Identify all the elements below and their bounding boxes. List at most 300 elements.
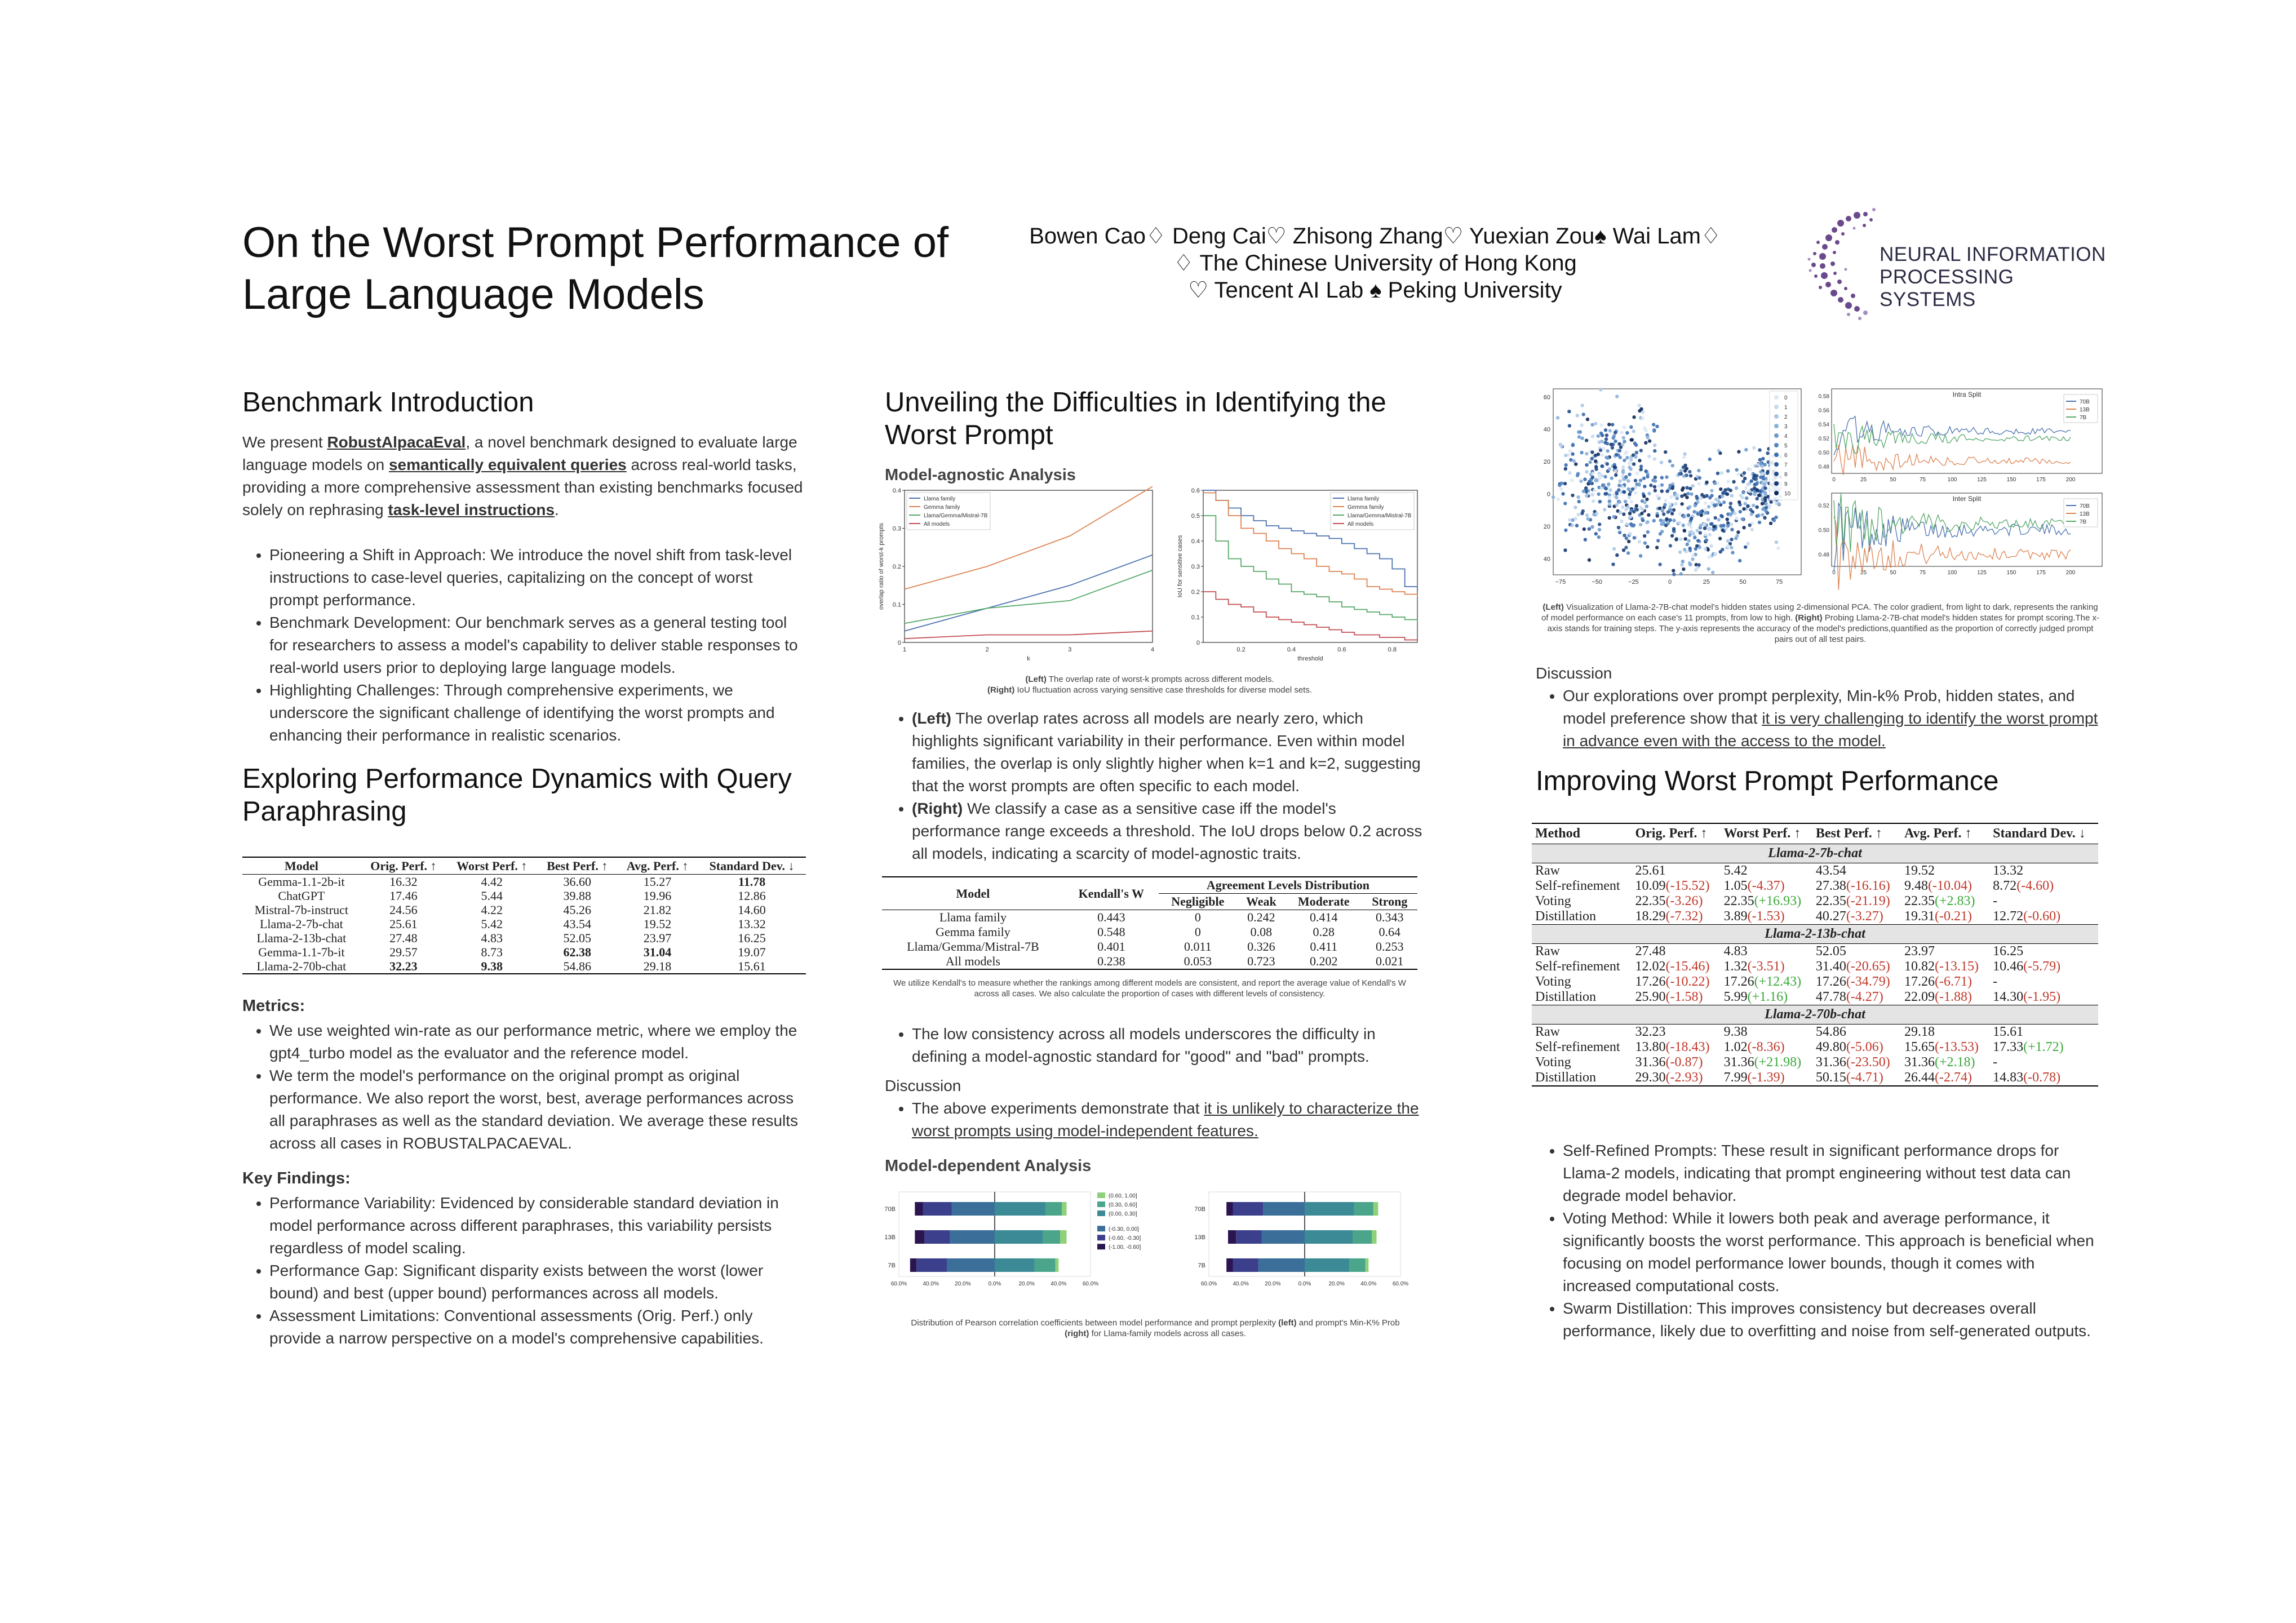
bar-segment — [952, 1202, 995, 1216]
cell-delta: (-34.79) — [1846, 974, 1890, 989]
legend-label: (-0.60, -0.30] — [1109, 1235, 1141, 1242]
y-tick-label: 0.48 — [1818, 464, 1829, 471]
scatter-point — [1642, 477, 1646, 480]
scatter-point — [1743, 471, 1746, 475]
cell-value: 5.42 — [1723, 863, 1748, 878]
table-cell: 32.23 — [389, 959, 418, 973]
y-tick-label: 0.1 — [892, 601, 901, 609]
x-tick-label: 0.0% — [1298, 1281, 1311, 1287]
scatter-point — [1768, 504, 1771, 507]
scatter-point — [1622, 512, 1625, 516]
improvement-table — [1532, 823, 2098, 1087]
scatter-point — [1618, 480, 1621, 483]
scatter-point — [1659, 518, 1663, 522]
cell-value: 1.02 — [1723, 1040, 1748, 1054]
scatter-point — [1591, 476, 1594, 479]
table-cell — [1901, 1040, 1989, 1055]
scatter-point — [1761, 507, 1765, 511]
scatter-point — [1729, 502, 1732, 505]
cell-value: 31.40 — [1815, 959, 1846, 974]
scatter-point — [1556, 416, 1559, 419]
scatter-point — [1695, 529, 1699, 532]
table-cell — [1901, 909, 1989, 925]
category-label: 70B — [884, 1206, 896, 1213]
bar-segment — [1372, 1230, 1377, 1244]
scatter-point — [1682, 515, 1686, 518]
column-3-discussion — [1536, 662, 2099, 797]
scatter-point — [1571, 444, 1575, 447]
bar-segment — [1305, 1258, 1349, 1272]
scatter-point — [1769, 522, 1772, 525]
x-tick-label: 0 — [1832, 477, 1836, 483]
x-tick-label: 175 — [2036, 477, 2046, 483]
table-cell: 0.08 — [1250, 925, 1273, 939]
scatter-point — [1612, 436, 1615, 440]
scatter-point — [1640, 512, 1643, 515]
caption-line-1 — [879, 674, 1420, 685]
legend-label: 0 — [1784, 395, 1788, 401]
cell-value: 15.61 — [1993, 1025, 2024, 1039]
scatter-point — [1563, 482, 1567, 485]
series-line — [905, 631, 1153, 639]
intro-text-4: . — [555, 501, 559, 518]
scatter-point — [1658, 562, 1661, 566]
scatter-point — [1728, 505, 1732, 509]
bar-segment — [923, 1202, 952, 1216]
x-tick-label: 60.0% — [1392, 1281, 1409, 1287]
scatter-point — [1703, 508, 1707, 511]
table-cell: 45.26 — [563, 903, 592, 917]
category-label: 13B — [884, 1234, 896, 1241]
scatter-point — [1646, 530, 1650, 534]
scatter-point — [1646, 520, 1649, 524]
scatter-point — [1704, 502, 1707, 505]
cell-value: 32.23 — [1635, 1025, 1666, 1039]
scatter-point — [1603, 441, 1607, 444]
scatter-point — [1617, 484, 1621, 487]
scatter-point — [1607, 482, 1610, 486]
cell-value: - — [1993, 894, 1998, 908]
column-header: Strong — [1362, 894, 1417, 910]
legend-marker — [1774, 395, 1779, 400]
x-axis-label: k — [1027, 655, 1030, 662]
scatter-point — [1685, 496, 1688, 499]
table-header-row — [242, 857, 806, 875]
cell-value: 4.83 — [1723, 944, 1748, 959]
scatter-point — [1766, 451, 1769, 455]
table-group-row — [1532, 844, 2098, 863]
table-row — [1532, 990, 2098, 1005]
x-tick-label: 20.0% — [1328, 1281, 1345, 1287]
scatter-point — [1558, 484, 1561, 487]
cell-value: 31.36 — [1815, 1055, 1846, 1070]
scatter-point — [1722, 500, 1726, 504]
x-tick-label: 0 — [1668, 579, 1672, 586]
scatter-point — [1739, 510, 1742, 513]
scatter-point — [1718, 451, 1722, 455]
scatter-point — [1594, 422, 1597, 425]
table-cell: Llama-2-70b-chat — [256, 959, 347, 973]
caption-left-label: (left) — [1278, 1318, 1297, 1328]
scatter-point — [1748, 468, 1752, 471]
scatter-point — [1645, 498, 1648, 501]
column-header: Model — [242, 857, 361, 875]
scatter-point — [1599, 388, 1602, 391]
table-cell: 8.73 — [481, 945, 503, 959]
table-cell — [1989, 863, 2098, 879]
table-row — [1532, 909, 2098, 925]
table-cell — [1989, 974, 2098, 990]
scatter-point — [1564, 454, 1567, 457]
scatter-point — [1623, 534, 1626, 537]
scatter-point — [1588, 480, 1591, 483]
scatter-point — [1710, 501, 1714, 504]
list-item: • Pioneering a Shift in Approach: We introduce the novel shift from task-level instructions to case-level queries, capitalizing on the concept of worst prompt performance. — [269, 544, 806, 611]
legend-label: (0.30, 0.60] — [1109, 1202, 1137, 1208]
y-tick-label: 0.3 — [1191, 564, 1200, 570]
scatter-point — [1704, 533, 1707, 536]
kendall-table — [882, 876, 1417, 970]
cell-value: 31.36 — [1904, 1055, 1935, 1070]
table-cell — [1812, 863, 1901, 879]
scatter-point — [1737, 450, 1740, 453]
scatter-point — [1638, 459, 1641, 462]
scatter-point — [1604, 437, 1608, 441]
intro-paragraph — [242, 431, 806, 521]
x-tick-label: 75 — [1919, 477, 1926, 483]
scatter-point — [1629, 522, 1633, 526]
scatter-point — [1631, 487, 1634, 491]
cell-delta: (+2.18) — [1934, 1055, 1975, 1070]
table-cell: 24.56 — [389, 903, 418, 917]
y-tick-label: 20 — [1543, 459, 1550, 466]
x-tick-label: 175 — [2036, 570, 2046, 576]
scatter-point — [1761, 502, 1764, 505]
caption-left-label: (Left) — [1543, 602, 1564, 612]
legend — [907, 493, 990, 530]
scatter-point — [1735, 517, 1738, 520]
scatter-point — [1699, 531, 1702, 534]
scatter-point — [1622, 548, 1625, 552]
intro-bullets — [242, 544, 806, 747]
x-tick-label: 60.0% — [1200, 1281, 1217, 1287]
table-cell: Self-refinement — [1535, 879, 1620, 893]
cell-value: 25.61 — [1635, 863, 1666, 878]
scatter-point — [1568, 518, 1571, 521]
figure-overlap-iou — [876, 485, 1423, 665]
scatter-point — [1726, 469, 1730, 473]
scatter-point — [1629, 515, 1632, 518]
scatter-point — [1713, 481, 1717, 485]
table-row — [1532, 1025, 2098, 1040]
scatter-point — [1569, 458, 1572, 462]
y-tick-label: 40 — [1543, 556, 1550, 563]
scatter-point — [1703, 526, 1707, 530]
metrics-list — [242, 1019, 806, 1155]
scatter-point — [1594, 465, 1598, 468]
scatter-point — [1607, 423, 1611, 426]
cell-value: 1.32 — [1723, 959, 1748, 974]
scatter-point — [1588, 460, 1592, 464]
scatter-point — [1632, 462, 1635, 465]
scatter-point — [1583, 477, 1586, 481]
cell-value: 13.32 — [1993, 863, 2024, 878]
cell-value: 27.48 — [1635, 944, 1666, 959]
series-line — [905, 555, 1153, 631]
scatter-point — [1635, 472, 1639, 475]
bar-segment — [1236, 1230, 1261, 1244]
table-cell: 21.82 — [643, 903, 672, 917]
scatter-point — [1748, 524, 1751, 527]
scatter-point — [1732, 480, 1735, 484]
scatter-point — [1758, 490, 1762, 493]
scatter-point — [1579, 480, 1583, 483]
table-cell: ChatGPT — [278, 889, 325, 903]
heading-benchmark-intro: Benchmark Introduction — [242, 387, 534, 418]
table-row — [882, 925, 1417, 939]
legend-label: 70B — [2080, 399, 2090, 405]
scatter-point — [1698, 476, 1701, 480]
caption-text: for Llama-family models across all cases. — [1089, 1329, 1246, 1338]
discussion-list — [1536, 685, 2099, 752]
x-tick-label: 25 — [1703, 579, 1710, 586]
scatter-point — [1741, 491, 1745, 494]
scatter-point — [1627, 540, 1630, 543]
scatter-point — [1606, 456, 1610, 460]
table-cell: 29.18 — [643, 959, 672, 973]
scatter-point — [1647, 513, 1650, 517]
cell-value: 29.30 — [1635, 1070, 1666, 1085]
table-cell: 0 — [1194, 910, 1201, 924]
scatter-point — [1674, 538, 1678, 541]
cell-value: 47.78 — [1815, 990, 1846, 1004]
table-cell: 31.04 — [643, 945, 672, 959]
scatter-point — [1615, 503, 1619, 507]
table-cell: 4.22 — [481, 903, 503, 917]
scatter-point — [1598, 500, 1602, 503]
legend-swatch — [1097, 1244, 1105, 1249]
scatter-point — [1628, 465, 1631, 469]
logo-line-2: PROCESSING SYSTEMS — [1880, 266, 2014, 311]
x-tick-label: 100 — [1947, 477, 1957, 483]
scatter-point — [1697, 469, 1700, 472]
cell-value: 1.05 — [1723, 879, 1748, 893]
performance-table — [242, 857, 806, 974]
scatter-point — [1647, 455, 1651, 458]
scatter-point — [1705, 538, 1708, 542]
table-cell — [1901, 990, 1989, 1005]
scatter-point — [1602, 484, 1606, 487]
scatter-point — [1564, 467, 1567, 471]
scatter-point — [1741, 480, 1745, 483]
cell-delta: (-4.27) — [1846, 990, 1883, 1004]
scatter-point — [1776, 547, 1780, 550]
scatter-point — [1632, 415, 1635, 419]
scatter-point — [1717, 518, 1721, 521]
scatter-point — [1583, 527, 1586, 531]
table-cell — [1989, 909, 2098, 925]
x-tick-label: 200 — [2065, 477, 2076, 483]
caption-right-label: (Right) — [1795, 613, 1823, 623]
scatter-point — [1618, 500, 1621, 504]
cell-value: 13.80 — [1635, 1040, 1666, 1054]
scatter-point — [1730, 538, 1733, 541]
scatter-point — [1750, 512, 1753, 516]
scatter-point — [1655, 546, 1659, 549]
scatter-point — [1665, 475, 1668, 478]
scatter-point — [1580, 451, 1583, 454]
scatter-point — [1660, 489, 1664, 493]
scatter-point — [1670, 512, 1674, 515]
column-header: Best Perf. ↑ — [538, 857, 617, 875]
scatter-point — [1694, 568, 1697, 571]
findings-list — [242, 1192, 806, 1350]
scatter-point — [1611, 423, 1614, 426]
x-tick-label: 2 — [985, 646, 989, 653]
x-tick-label: 40.0% — [1051, 1281, 1067, 1287]
scatter-point — [1721, 495, 1724, 498]
scatter-point — [1654, 476, 1657, 479]
author-block — [975, 223, 1775, 304]
scatter-point — [1591, 434, 1594, 438]
scatter-point — [1649, 484, 1652, 487]
column-header: Avg. Perf. ↑ — [617, 857, 698, 875]
cell-delta: (-10.22) — [1665, 974, 1710, 989]
scatter-point — [1571, 453, 1574, 456]
agnostic-bullets — [885, 707, 1426, 865]
scatter-point — [1660, 476, 1664, 479]
scatter-point — [1750, 527, 1754, 531]
table-cell: 0.202 — [1309, 954, 1338, 968]
cell-delta: (-18.43) — [1665, 1040, 1710, 1054]
scatter-point — [1626, 551, 1630, 555]
improvement-table-wrap — [1532, 823, 2101, 1087]
scatter-point — [1680, 563, 1683, 566]
scatter-point — [1629, 438, 1633, 441]
scatter-point — [1563, 548, 1567, 552]
scatter-point — [1603, 508, 1606, 511]
scatter-point — [1599, 449, 1602, 452]
scatter-point — [1580, 423, 1583, 427]
table-cell — [1632, 894, 1720, 909]
scatter-point — [1657, 484, 1661, 487]
table-cell: 43.54 — [563, 917, 592, 931]
scatter-point — [1576, 513, 1580, 516]
table-row — [1532, 894, 2098, 909]
caption-text: IoU fluctuation across varying sensitive case thresholds for diverse model sets. — [1014, 685, 1313, 695]
scatter-point — [1735, 486, 1738, 490]
scatter-point — [1652, 423, 1655, 426]
scatter-point — [1742, 526, 1745, 529]
heading-unveil: Unveiling the Difficulties in Identifying the Worst Prompt — [885, 387, 1386, 450]
table-cell — [1812, 894, 1901, 909]
scatter-point — [1637, 482, 1641, 486]
scatter-point — [1599, 432, 1603, 435]
scatter-point — [1635, 451, 1638, 454]
discussion-highlight: it is very challenging to identify the worst prompt in advance even with the access to the model. — [1563, 709, 2098, 750]
table-cell: 16.32 — [389, 875, 418, 889]
scatter-point — [1615, 553, 1619, 557]
table-cell — [1721, 879, 1812, 894]
scatter-point — [1591, 493, 1594, 496]
scatter-point — [1721, 491, 1725, 495]
legend-marker — [1774, 462, 1779, 467]
scatter-point — [1693, 536, 1696, 539]
scatter-point — [1735, 534, 1739, 538]
scatter-point — [1730, 528, 1734, 531]
cell-value: 43.54 — [1815, 863, 1846, 878]
scatter-point — [1687, 539, 1691, 543]
column-header: Standard Dev. ↓ — [698, 857, 806, 875]
column-header: Worst Perf. ↑ — [446, 857, 538, 875]
scatter-point — [1763, 499, 1767, 502]
table-row — [882, 939, 1417, 954]
cell-delta: (-1.53) — [1747, 909, 1785, 924]
scatter-point — [1763, 482, 1766, 486]
cell-value: 8.72 — [1993, 879, 2017, 893]
scatter-point — [1586, 418, 1589, 421]
table-cell: Gemma-1.1-7b-it — [258, 945, 345, 959]
scatter-point — [1712, 528, 1715, 531]
scatter-point — [1625, 522, 1629, 526]
scatter-point — [1594, 532, 1598, 535]
cell-value: 50.15 — [1815, 1070, 1846, 1085]
scatter-point — [1707, 567, 1710, 570]
scatter-point — [1707, 505, 1710, 508]
table-row — [242, 945, 806, 959]
table-cell — [1721, 909, 1812, 925]
table-cell — [1812, 1040, 1901, 1055]
scatter-point — [1765, 509, 1768, 513]
table-cell: 0.414 — [1309, 910, 1338, 924]
scatter-point — [1621, 505, 1624, 509]
table-cell: 0.011 — [1184, 939, 1212, 954]
table-cell: 52.05 — [563, 931, 592, 945]
cell-value: 54.86 — [1815, 1025, 1846, 1039]
scatter-point — [1614, 431, 1617, 434]
legend — [2064, 394, 2098, 423]
consistency-list — [885, 1023, 1426, 1068]
table-cell — [1812, 974, 1901, 990]
table-cell: 19.96 — [643, 889, 672, 903]
scatter-point — [1719, 514, 1723, 517]
caption-text: and prompt's Min-K% Prob — [1296, 1318, 1400, 1328]
legend-swatch — [1097, 1210, 1105, 1216]
scatter-point — [1664, 450, 1667, 454]
scatter-point — [1601, 453, 1604, 456]
scatter-point — [1611, 562, 1615, 566]
legend-swatch — [1097, 1201, 1105, 1207]
cell-delta: (-20.65) — [1846, 959, 1890, 974]
y-tick-label: 0 — [1196, 640, 1200, 646]
cell-value: 19.31 — [1904, 909, 1935, 924]
table-group-row — [1532, 1005, 2098, 1025]
table-cell: 54.86 — [563, 959, 592, 973]
scatter-point — [1668, 459, 1672, 463]
table-row — [242, 959, 806, 974]
cell-value: 49.80 — [1815, 1040, 1846, 1054]
table-cell: 0.326 — [1247, 939, 1275, 954]
cell-value: 10.09 — [1635, 879, 1666, 893]
y-tick-label: 0.52 — [1818, 436, 1829, 442]
scatter-point — [1688, 470, 1691, 473]
cell-delta: (-0.60) — [2023, 909, 2061, 924]
x-tick-label: 0 — [1832, 570, 1836, 576]
scatter-point — [1713, 516, 1717, 520]
cell-delta: (-13.53) — [1934, 1040, 1979, 1054]
scatter-point — [1730, 522, 1733, 526]
scatter-point — [1654, 479, 1657, 482]
